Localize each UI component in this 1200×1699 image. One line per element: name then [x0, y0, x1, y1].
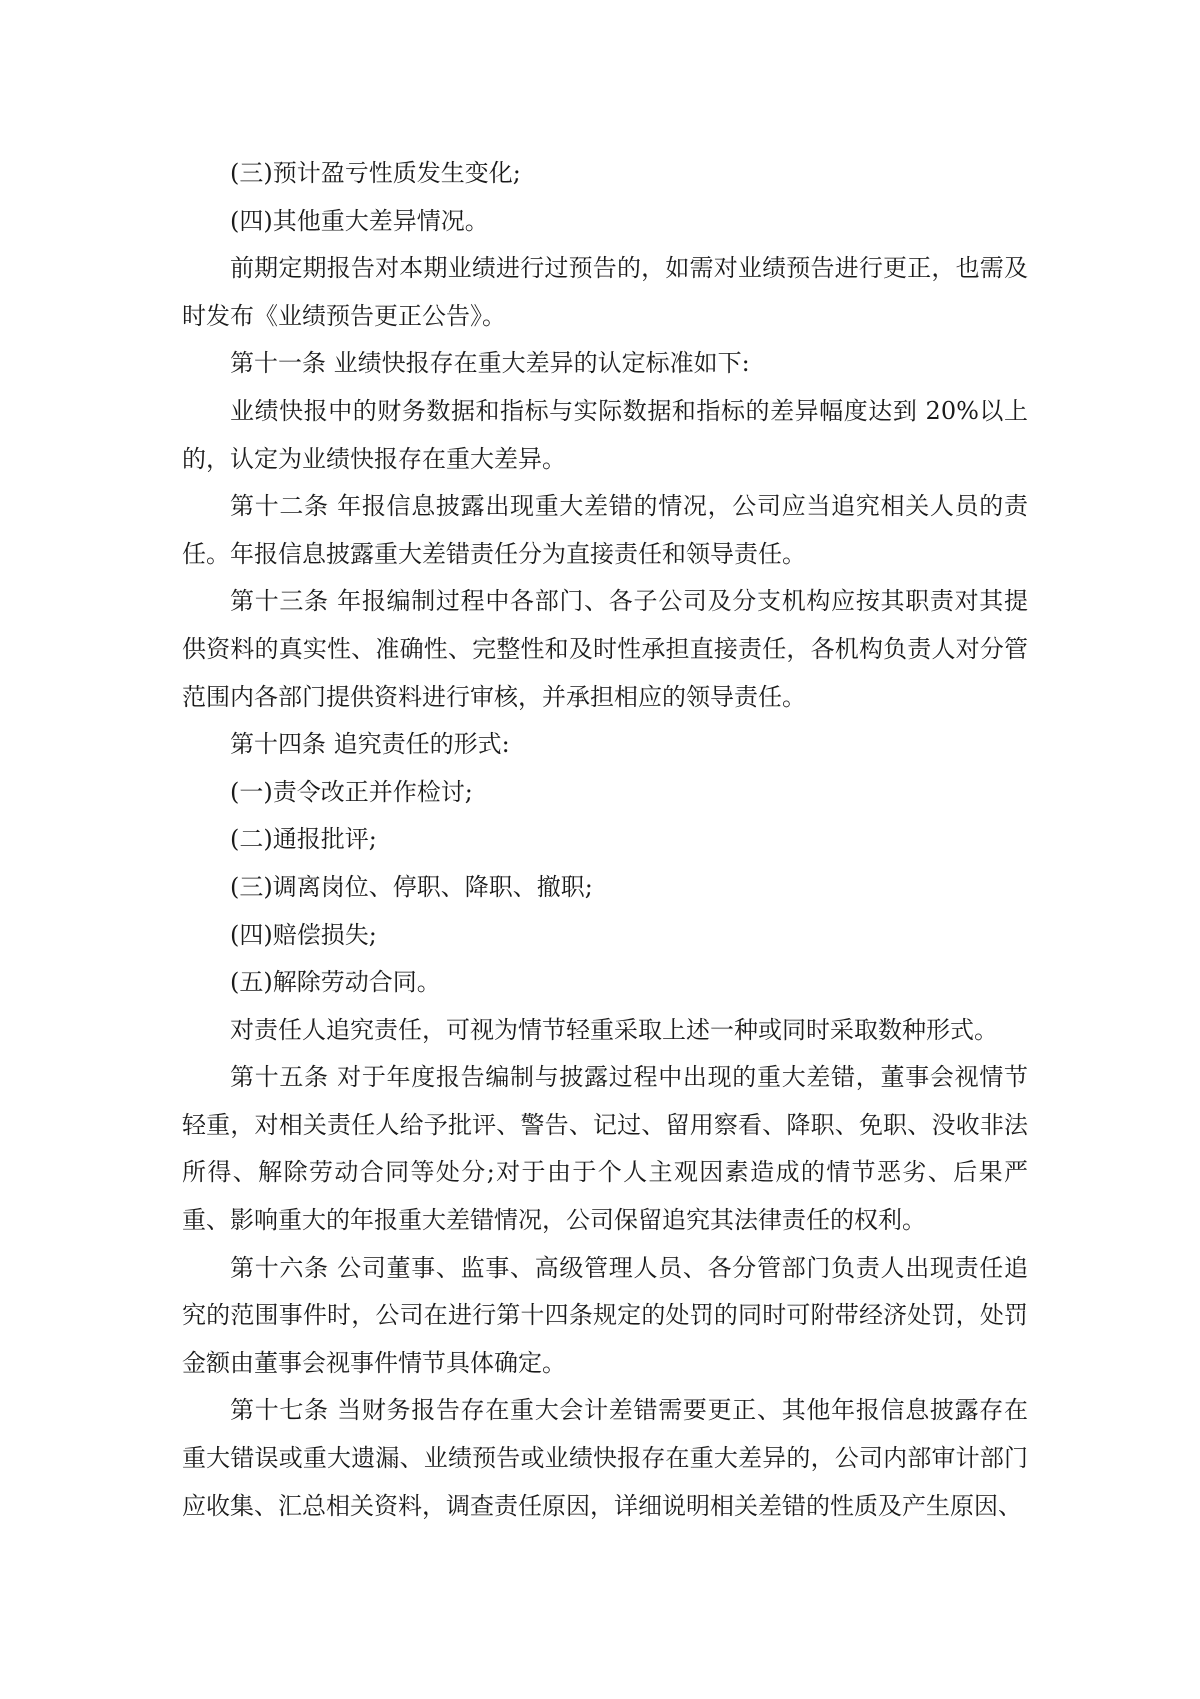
article-13: 第十三条 年报编制过程中各部门、各子公司及分支机构应按其职责对其提供资料的真实性、准确性、完整性和及时性承担直接责任，各机构负责人对分管范围内各部门提供资料进行审核，并承担相应的领导责任。 — [182, 587, 1028, 711]
paragraph-item-4: (四)其他重大差异情况。 — [230, 206, 489, 235]
article-14-heading: 第十四条 追究责任的形式: — [230, 730, 510, 759]
article-16: 第十六条 公司董事、监事、高级管理人员、各分管部门负责人出现责任追究的范围事件时，公司在进行第十四条规定的处罚的同时可附带经济处罚，处罚金额由董事会视事件情节具体确定。 — [182, 1253, 1028, 1377]
article-14-item-2: (二)通报批评; — [230, 825, 377, 854]
article-14-item-1: (一)责令改正并作检讨; — [230, 777, 473, 806]
article-14-item-4: (四)赔偿损失; — [230, 920, 377, 949]
paragraph-forecast-correction: 前期定期报告对本期业绩进行过预告的，如需对业绩预告进行更正，也需及时发布《业绩预告更正公告》。 — [182, 254, 1028, 330]
article-11-body: 业绩快报中的财务数据和指标与实际数据和指标的差异幅度达到 20%以上的，认定为业绩快报存在重大差异。 — [182, 396, 1028, 473]
article-14-item-3: (三)调离岗位、停职、降职、撤职; — [230, 872, 593, 901]
article-15: 第十五条 对于年度报告编制与披露过程中出现的重大差错，董事会视情节轻重，对相关责任人给予批评、警告、记过、留用察看、降职、免职、没收非法所得、解除劳动合同等处分;对于由于个人主观因素造成的情节恶劣、后果严重、影响重大的年报重大差错情况，公司保留追究其法律责任的权利。 — [182, 1063, 1028, 1235]
article-11-heading: 第十一条 业绩快报存在重大差异的认定标准如下: — [230, 349, 750, 378]
article-12: 第十二条 年报信息披露出现重大差错的情况，公司应当追究相关人员的责任。年报信息披露重大差错责任分为直接责任和领导责任。 — [182, 492, 1028, 568]
article-14-summary: 对责任人追究责任，可视为情节轻重采取上述一种或同时采取数种形式。 — [230, 1015, 998, 1044]
document-body — [182, 150, 1028, 1530]
article-14-item-5: (五)解除劳动合同。 — [230, 968, 441, 997]
paragraph-item-3: (三)预计盈亏性质发生变化; — [230, 159, 521, 187]
article-17: 第十七条 当财务报告存在重大会计差错需要更正、其他年报信息披露存在重大错误或重大遗漏、业绩预告或业绩快报存在重大差异的，公司内部审计部门应收集、汇总相关资料，调查责任原因，详细说明相关差错的性质及产生原因、 — [182, 1396, 1028, 1520]
